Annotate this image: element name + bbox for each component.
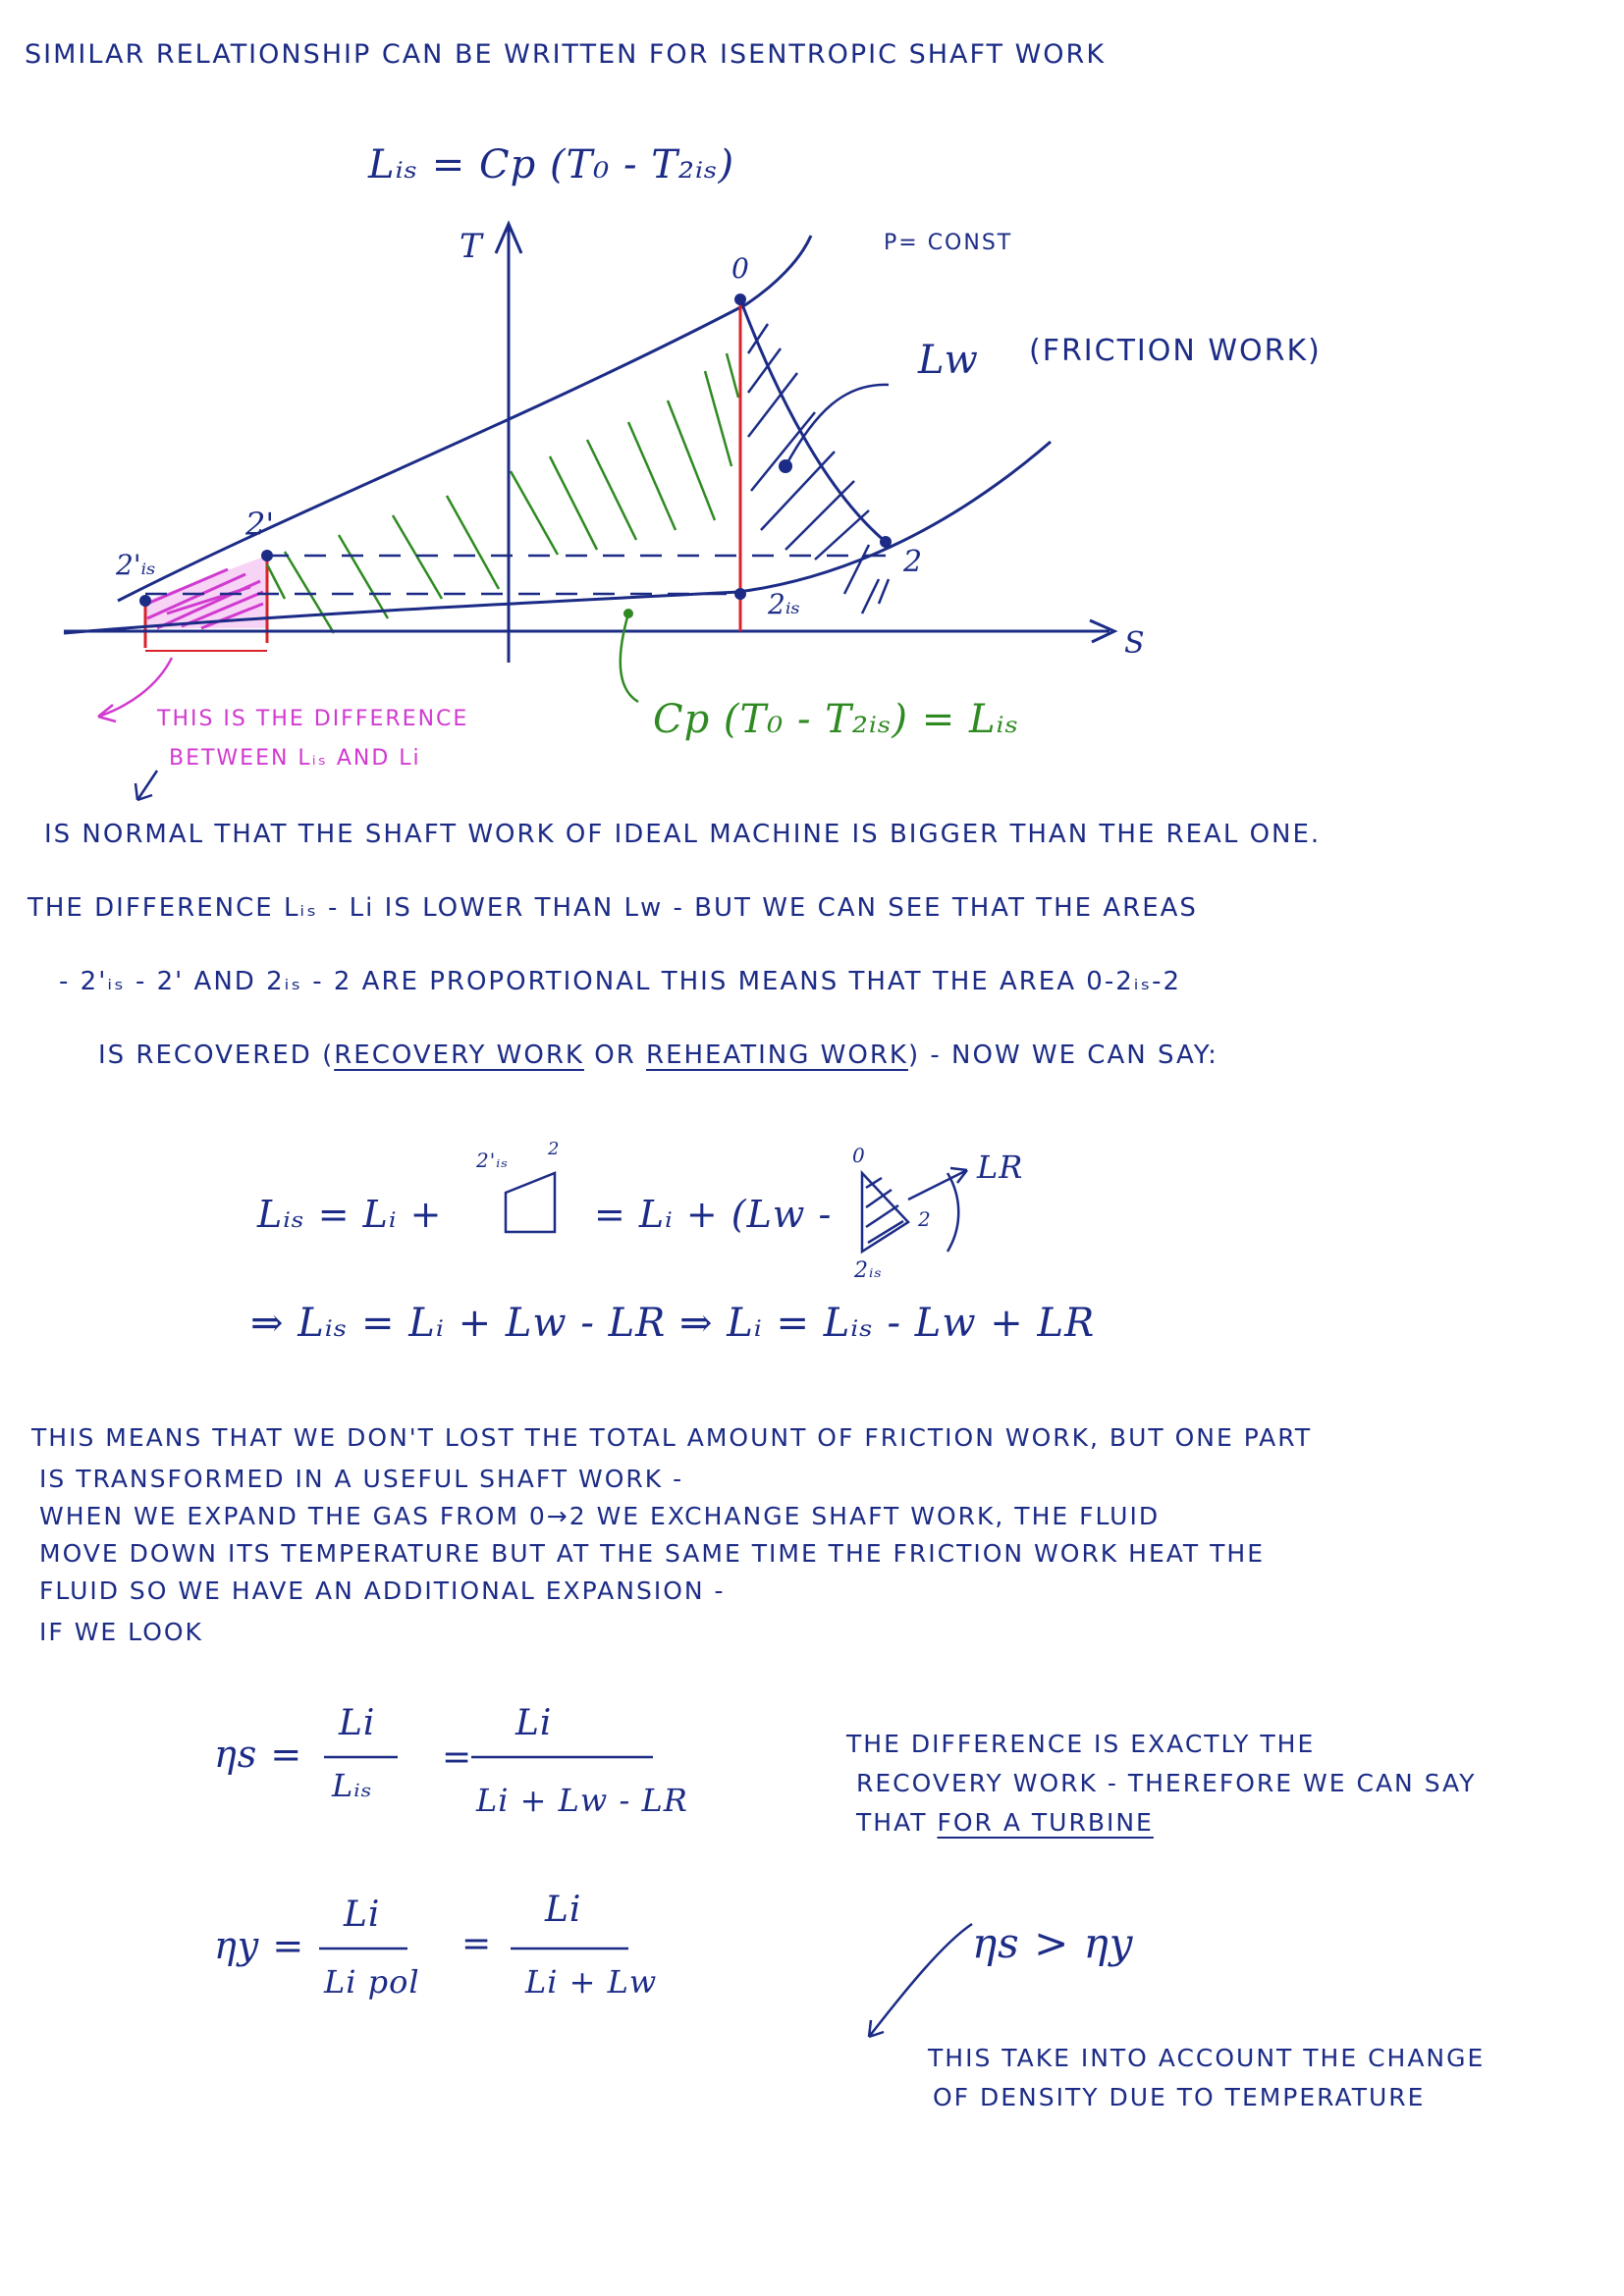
point-2p-label: 2' [245, 506, 275, 543]
eq1-lr: LR [977, 1148, 1024, 1186]
para2-line1: THIS MEANS THAT WE DON'T LOST THE TOTAL AMOUNT OF FRICTION WORK, BUT ONE PART [31, 1423, 1313, 1452]
lw-leader [785, 385, 889, 466]
eff2-lhs: ηy = [214, 1924, 305, 1967]
eq1-tri-top: 0 [852, 1144, 866, 1167]
eff1-den1: Lᵢₛ [332, 1767, 373, 1804]
right-note-line3 [856, 1808, 1154, 1837]
friction-work-label: (FRICTION WORK) [1029, 334, 1322, 368]
para2-line4: MOVE DOWN ITS TEMPERATURE BUT AT THE SAME TIME THE FRICTION WORK HEAT THE [39, 1539, 1265, 1568]
green-leader [621, 614, 638, 702]
point-0-label: 0 [731, 252, 749, 285]
note-arrow [135, 771, 157, 800]
para1-line4 [98, 1041, 1218, 1070]
eff1-lhs: ηs = [214, 1733, 303, 1776]
recovery-work-text: RECOVERY WORK [334, 1041, 584, 1070]
para1-line2: THE DIFFERENCE Lᵢₛ - Li IS LOWER THAN Lw - BUT WE CAN SEE THAT THE AREAS [27, 893, 1198, 923]
para1-line1: IS NORMAL THAT THE SHAFT WORK OF IDEAL MACHINE IS BIGGER THAN THE REAL ONE. [44, 820, 1322, 849]
intro-text: SIMILAR RELATIONSHIP CAN BE WRITTEN FOR ISENTROPIC SHAFT WORK [25, 39, 1107, 70]
right-note-line1: THE DIFFERENCE IS EXACTLY THE [846, 1730, 1316, 1758]
para1-line4-pre: IS RECOVERED ( [98, 1041, 335, 1070]
bottom-note-line2: OF DENSITY DUE TO TEMPERATURE [933, 2083, 1426, 2111]
eff1-eq: = [442, 1737, 473, 1778]
reheating-work-text: REHEATING WORK [646, 1041, 908, 1070]
para2-line2: IS TRANSFORMED IN A USEFUL SHAFT WORK - [39, 1465, 684, 1493]
eq1-tri-bottom: 2ᵢₛ [854, 1258, 883, 1283]
point-2is-label: 2ᵢₛ [768, 588, 800, 620]
eff2-den2: Li + Lw [525, 1963, 658, 2001]
right-note-line2: RECOVERY WORK - THEREFORE WE CAN SAY [856, 1769, 1477, 1797]
eff2-num1: Li [344, 1895, 381, 1935]
eq2: ⇒ Lᵢₛ = Lᵢ + Lw - LR ⇒ Lᵢ = Lᵢₛ - Lw + LR [250, 1301, 1096, 1346]
right-note-line3-pre: THAT [856, 1808, 928, 1837]
state-points [139, 294, 892, 607]
eq1-sq-right: 2 [548, 1139, 561, 1159]
green-hatch-lines [267, 353, 738, 633]
eq1-tri-right: 2 [918, 1207, 932, 1231]
axis-s-label: S [1124, 626, 1145, 661]
lw-symbol: Lw [918, 338, 978, 383]
axis-t-label: T [460, 227, 482, 266]
eff1-num1: Li [339, 1703, 376, 1743]
or-text: OR [594, 1041, 636, 1070]
para2-line5: FLUID SO WE HAVE AN ADDITIONAL EXPANSION - [39, 1576, 726, 1605]
para2-line6: IF WE LOOK [39, 1618, 203, 1646]
eff1-den2: Li + Lw - LR [476, 1782, 688, 1819]
magenta-hatch-region [145, 556, 267, 651]
eq1-sq-left: 2'ᵢₛ [476, 1148, 509, 1172]
point-2pis-label: 2'ᵢₛ [116, 549, 156, 581]
para1-line4-post: ) - NOW WE CAN SAY: [907, 1041, 1218, 1070]
eff2-den1: Li pol [324, 1963, 420, 2001]
eff1-num2: Li [515, 1703, 553, 1743]
isobar-upper [118, 236, 811, 601]
for-a-turbine-text: FOR A TURBINE [937, 1808, 1154, 1837]
area-figure [506, 1173, 555, 1232]
pressure-label: P= CONST [884, 231, 1013, 255]
para1-line3: - 2'ᵢₛ - 2' AND 2ᵢₛ - 2 ARE PROPORTIONAL THIS MEANS THAT THE AREA 0-2ᵢₛ-2 [59, 967, 1182, 996]
ineq-arrow [869, 1924, 972, 2037]
magenta-note-line1: THIS IS THE DIFFERENCE [157, 707, 469, 731]
main-formula: Lᵢₛ = Cp (T₀ - T₂ᵢₛ) [368, 142, 735, 187]
eff2-eq: = [461, 1924, 493, 1964]
eff2-num2: Li [545, 1890, 582, 1930]
eq1-middle: = Lᵢ + (Lw - [594, 1193, 833, 1236]
efficiency-inequality: ηs > ηy [972, 1919, 1134, 1967]
magenta-note-line2: BETWEEN Lᵢₛ AND Li [169, 746, 421, 771]
bottom-note-line1: THIS TAKE INTO ACCOUNT THE CHANGE [928, 2044, 1486, 2072]
eq1-left: Lᵢₛ = Lᵢ + [257, 1193, 443, 1236]
point-2-label: 2 [903, 545, 923, 579]
green-formula: Cp (T₀ - T₂ᵢₛ) = Lᵢₛ [653, 697, 1020, 742]
para2-line3: WHEN WE EXPAND THE GAS FROM 0→2 WE EXCHANGE SHAFT WORK, THE FLUID [39, 1502, 1161, 1530]
